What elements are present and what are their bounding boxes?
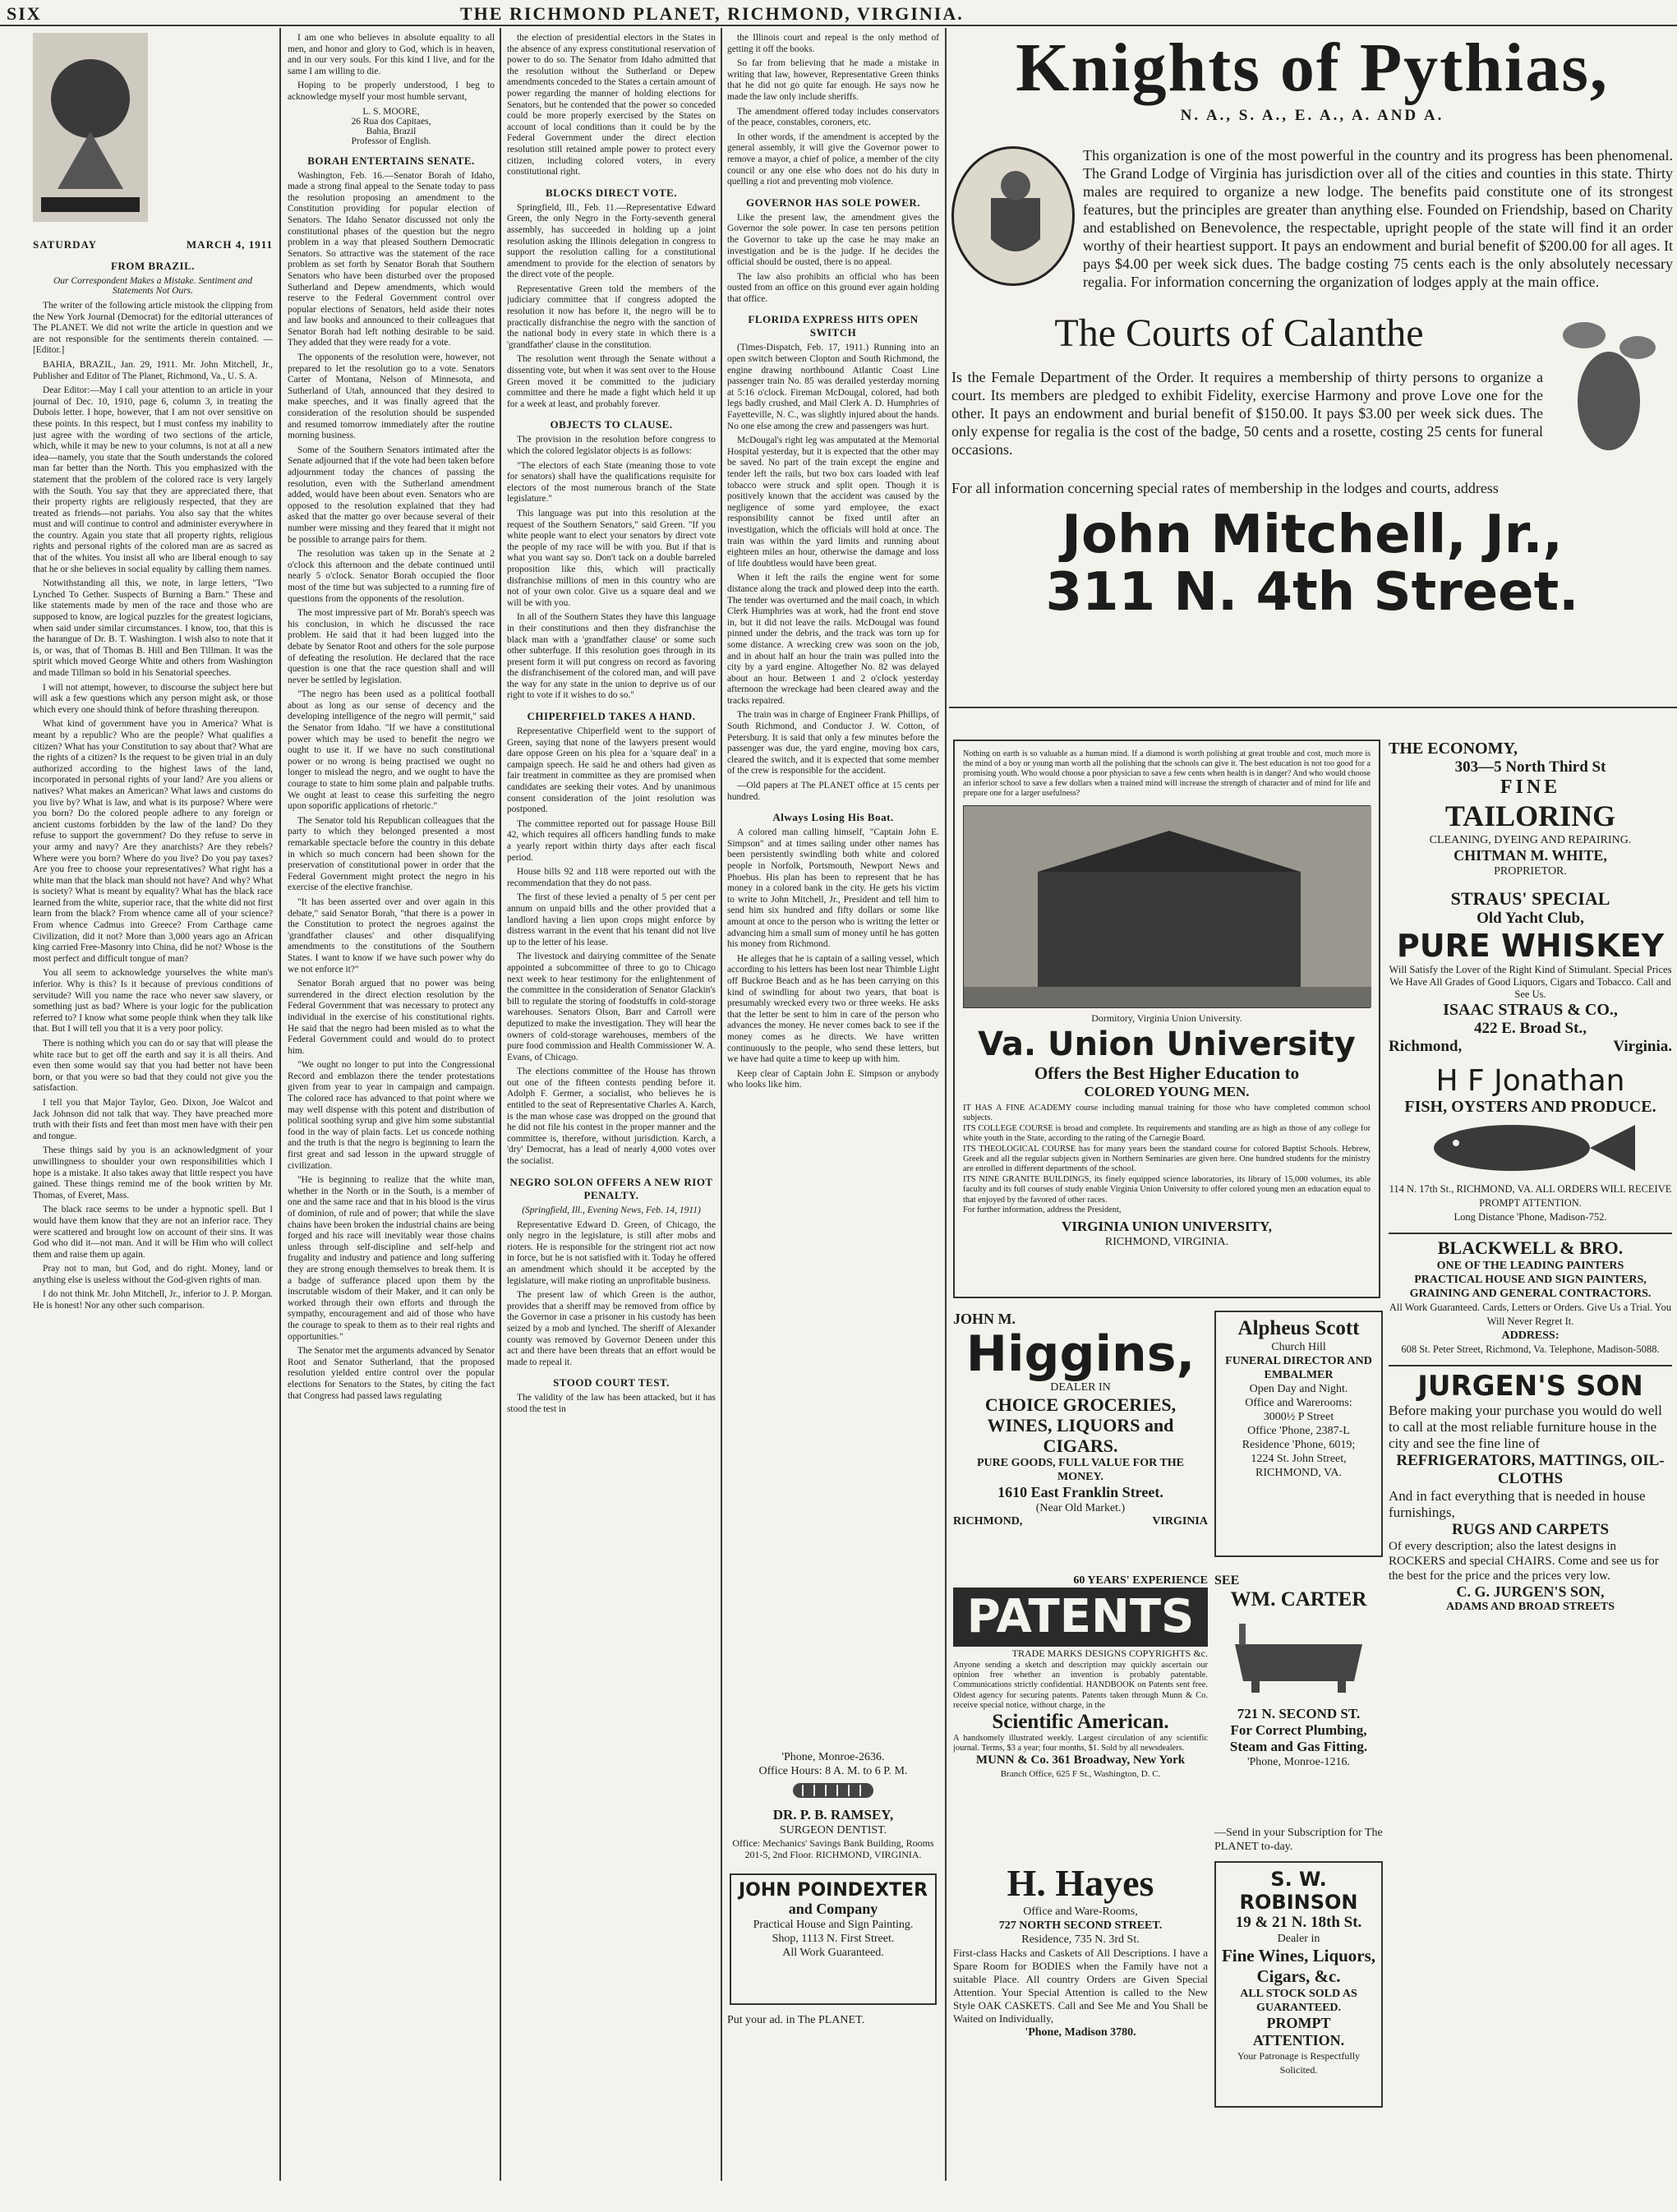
article-paragraph: He alleges that he is captain of a sailing vessel, which according to his letters has been lost near Thimble Light off Buckroe Beach and as he has been carrying on this kind of swindling for about two years, that boat is presumably wrecked every two or three weeks. He asks that the letter be sent to him in care of the person who advances the money. He never comes back to see if the money comes as he directs. We have written continuously to the people, who send these letters, but we have had quite a time to keep up with him.	[727, 953, 939, 1065]
higgins-dealer: DEALER IN	[1050, 1381, 1111, 1394]
straus-whiskey: PURE WHISKEY	[1396, 928, 1665, 964]
patents-ad	[953, 1574, 1208, 1853]
poindexter-guarantee: All Work Guaranteed.	[782, 1947, 884, 1959]
ramsey-address: Office: Mechanics' Savings Bank Building, Rooms 201-5, 2nd Floor. RICHMOND, VIRGINIA.	[732, 1837, 934, 1860]
article-paragraph: So far from believing that he made a mistake in writing that law, however, Representative Green thinks that he did not go quite far enough. He says now he made the law only include sheriffs.	[727, 58, 939, 102]
vu-title: Va. Union University	[978, 1025, 1356, 1063]
economy-title: THE ECONOMY,	[1389, 740, 1518, 758]
hayes-address: 727 NORTH SECOND STREET.	[998, 1919, 1163, 1932]
poindexter-body: Practical House and Sign Painting.	[753, 1919, 914, 1931]
scott-phone-1: Office 'Phone, 2387-L	[1247, 1425, 1350, 1437]
poindexter-name: JOHN POINDEXTER	[738, 1880, 928, 1901]
article-paragraph: the election of presidential electors in the States in the absence of any express constitutional reservation of power to do so. The Senator from Idaho admitted that the resolution without the Sutherland or Depew amendments conceded to the States a certain amount of power regarding the manner of holding elections for Senators, but he contended that the power so conceded could be more properly exercised by the States on account of local conditions than it could be by the Federal Government under the direct election resolution still retained ample power to protect every citizen, including colored voters, in every constitutional right.	[507, 33, 716, 177]
economy-services: CLEANING, DYEING AND REPAIRING.	[1429, 834, 1632, 846]
robinson-ad	[1214, 1861, 1383, 2108]
jurgen-title: JURGEN'S SON	[1389, 1365, 1672, 1403]
article-paragraph: Representative Green told the members of the judiciary committee that if congress adopted the resolution it now has before it, the negro will be to practically disfranchise the negro with the sanction of the national body in every state in which there is a 'grandfather' clause in the constitution.	[507, 283, 716, 350]
article-paragraph: Pray not to man, but God, and do right. Money, land or anything else is useless without the God-given rights of man.	[33, 1264, 273, 1285]
kop-body: This organization is one of the most powerful in the country and its progress has been phenomenal. The Grand Lodge of Virginia has jurisdiction over all of the cities and counties in this state. Thirty males are required to organize a new lodge. The benefits paid constitute one of its strongest features, but the principles are greater than anything else. Founded on Friendship, based on Charity and established on Benevolence, the respectable, upright people of the state will find it an order worthy of their heartiest support. It pays an endowment and burial benefit of $200.00 for all ages. It pays $4.00 per week sick dues. The badge costing 75 cents each is the only absolutely necessary regalia. For information concerning the organization of lodges apply at the main office.	[1083, 147, 1673, 290]
calanthe-flower-icon	[1551, 302, 1666, 467]
article-paragraph: House bills 92 and 118 were reported out with the recommendation that they do not pass.	[507, 867, 716, 888]
jonathan-title: H F Jonathan	[1435, 1064, 1625, 1098]
vu-items	[963, 1104, 1371, 1215]
scott-location: Church Hill	[1271, 1341, 1326, 1353]
robinson-goods: Fine Wines, Liquors, Cigars, &c.	[1221, 1946, 1376, 1986]
article-paragraph: When it left the rails the engine went for some distance along the track and plowed deep into the earth. The tender was overturned and the mail coach, in which Clerk Humphries was at work, had the front end stove in, but it did not leave the rails. McDougal was found pinned under the debris, and the track was torn up for some distance. A wrecking crew was soon on the job, and in about half an hour the train was pulled into the city by a yard engine. Altogether No. 82 was delayed about an hour. Between 1 and 2 o'clock yesterday afternoon the wreckage had been cleared away and the tracks repaired.	[727, 573, 939, 706]
straus-address: 422 E. Broad St.,	[1474, 1020, 1587, 1037]
calanthe-footer: For all information concerning special rates of membership in the lodges and courts, address	[951, 480, 1499, 496]
kop-subtitle: N. A., S. A., E. A., A. AND A.	[1180, 107, 1444, 124]
article-paragraph: The law also prohibits an official who has been ousted from an office on this ground ever again holding that office.	[727, 271, 939, 304]
article-paragraph: The Senator told his Republican colleagues that the party to which they belonged presented a most remarkable spectacle before the country in this debate in which so much concern had been shown for the preservation of constitutional power in order that the Federal Government might protect the negro in his exercise of the elective franchise.	[288, 815, 495, 893]
carter-line-1: For Correct Plumbing,	[1230, 1722, 1367, 1738]
column-2	[288, 33, 495, 2177]
carter-name: WM. CARTER	[1230, 1588, 1367, 1611]
straus-title: STRAUS' SPECIAL	[1450, 888, 1610, 909]
jurgen-body-2: And in fact everything that is needed in house furnishings,	[1389, 1488, 1646, 1520]
article-paragraph: Dear Editor:—May I call your attention to an article in your journal of Dec. 10, 1910, page 6, column 3, in treating the Dubois letter. I hope, however, that I am not over sensitive on these points. In this respect, but I must confess my inability to just agree with the wording of two sections of the article, which, while it may be new to your columns, is not at all a new idea—namely, you state that the South understands the colored man far better than the North. This you emphasized with the statement that the problem of the colored race is very largely with the South. You say that they are appreciated there, that their property rights are religiously respected, that they are treated as friends—not pariahs. You also say that the whites must and will continue to control and administer everywhere in the country. Again you state that all property rights, religious rights and personal rights of the colored man are as sacred as that of the whites. You insist all who are liberal enough to say that he or she believes in social equality by calling them names.	[33, 385, 273, 574]
signature-line: L. S. MOORE,	[362, 106, 420, 117]
robinson-address: 19 & 21 N. 18th St.	[1235, 1914, 1362, 1931]
hayes-sub: Office and Ware-Rooms,	[1023, 1906, 1138, 1918]
headline-governor: GOVERNOR HAS SOLE POWER.	[745, 196, 921, 209]
vu-item: IT HAS A FINE ACADEMY course including manual training for those who have completed common school subjects.	[963, 1104, 1371, 1123]
column-rule-2	[500, 28, 501, 2181]
vu-item: For further information, address the President,	[963, 1205, 1122, 1215]
vu-subtitle: Offers the Best Higher Education to	[1034, 1063, 1300, 1083]
poindexter-company: and Company	[788, 1901, 878, 1917]
robinson-name: S. W. ROBINSON	[1239, 1868, 1358, 1914]
article-paragraph: The opponents of the resolution were, however, not prepared to let the resolution go to a vote. Senators Carter of Montana, Nelson of Minnesota, and Sutherland of Utah, announced that they desired to make speeches, and it was finally agreed that the consideration of the resolution should be suspended and resumed tomorrow immediately after the routine morning business.	[288, 353, 495, 441]
article-paragraph: Some of the Southern Senators intimated after the Senate adjourned that if the vote had been taken before adjournment today the chances of passing the resolution, even with the Sutherland amendment added, would have been about even. Senators who are opposed to the resolution explained that they had asked that the matter go over because several of their number were missing and they feared that it might not be possible to arrange pairs for them.	[288, 445, 495, 545]
higgins-state: VIRGINIA	[1152, 1515, 1208, 1528]
higgins-name-1: JOHN M.	[953, 1311, 1016, 1327]
ramsey-title: SURGEON DENTIST.	[779, 1824, 887, 1836]
article-paragraph: The first of these levied a penalty of 5 per cent per annum on unpaid bills and the other provided that a landlord having a lien upon crops might enforce by distress warrant in the event that his tenant did not live up to the letter of his lease.	[507, 892, 716, 947]
headline-negro-solon: NEGRO SOLON OFFERS A NEW RIOT PENALTY.	[509, 1175, 713, 1201]
article-paragraph: "He is beginning to realize that the white man, whether in the North or in the South, is a member of one and the same race and that in his blood is the virus of dominion, of rule and of power; that while the slave chains have been broken the industrial chains are being forged and his race will inevitably wear those chains unless through self-discipline and self-help and frugality and industry and patience and long suffering they are strong enough themselves to break them. It is a badge of sufferance placed upon them by the inscrutable wisdom of their Maker, and it can only be worked through their own efforts and through the sympathy, encouragement and aid of those who have the courage to speak to them as to their real rights and opportunities."	[288, 1175, 495, 1342]
kop-bottom-rule	[949, 707, 1677, 708]
building-icon	[964, 806, 1371, 1007]
straus-city: Richmond,	[1389, 1038, 1463, 1055]
headline-blocks-direct-vote: BLOCKS DIRECT VOTE.	[545, 186, 678, 199]
article-paragraph: "The electors of each State (meaning those to vote for senators) shall have the qualifications requisite for electors of the most numerous branch of the State legislature."	[507, 460, 716, 505]
blackwell-title: BLACKWELL & BRO.	[1389, 1233, 1672, 1259]
scott-residence: Residence 'Phone, 6019;	[1242, 1439, 1356, 1451]
article-paragraph: Senator Borah argued that no power was being surrendered in the direct election resolution by the Federal Government that was necessary to protect any individual in the exercise of his constitutional rights. He said that the negro had been misled as to what the Federal Government could and would do to protect him.	[288, 979, 495, 1056]
subscribe-note: —Send in your Subscription for The PLANET to-day.	[1214, 1827, 1383, 1853]
robinson-dealer: Dealer in	[1277, 1933, 1320, 1945]
article-paragraph: Like the present law, the amendment gives the Governor the sole power. In case ten persons petition the Governor to take up the case he may make an investigation and be is the judge. If he decides the official should be ousted, there is no appeal.	[727, 212, 939, 268]
jurgen-address: ADAMS AND BROAD STREETS	[1446, 1601, 1615, 1613]
article-paragraph: Springfield, Ill., Feb. 11.—Representative Edward Green, the only Negro in the Forty-seventh general assembly, has succeeded in holding up a joint resolution asking the Illinois delegation in congress to support the resolution calling for a constitutional amendment to provide for the election of senators by the direct vote of the people.	[507, 202, 716, 280]
poindexter-shop: Shop, 1113 N. First Street.	[772, 1933, 895, 1945]
carter-address: 721 N. SECOND ST.	[1237, 1706, 1361, 1721]
article-paragraph: the Illinois court and repeal is the only method of getting it off the books.	[727, 33, 939, 54]
economy-proprietor: CHITMAN M. WHITE,	[1454, 847, 1607, 864]
straus-club: Old Yacht Club,	[1477, 910, 1584, 927]
higgins-ad	[953, 1311, 1208, 1565]
planet-emblem-icon	[33, 33, 148, 222]
scott-address-1: 3000½ P Street	[1263, 1411, 1334, 1423]
straus-city-line	[1389, 1038, 1672, 1056]
hayes-residence: Residence, 735 N. 3rd St.	[1021, 1933, 1140, 1946]
article-paragraph: The Senator met the arguments advanced by Senator Root and Senator Sutherland, that the proposed resolution yielded entire control over the popular elections for Senators to the States, by citing the fact that Congress had passed laws regulating	[288, 1346, 495, 1401]
robinson-prompt: PROMPT ATTENTION.	[1252, 2015, 1345, 2048]
scott-city: RICHMOND, VA.	[1255, 1467, 1342, 1479]
old-papers-notice: —Old papers at The PLANET office at 15 cents per hundred.	[727, 781, 939, 802]
article-paragraph: "The negro has been used as a political football about as long as our sense of decency and the developing intelligence of the negro will permit," said the Senator from Idaho. "If we have a constitutional power which may be used to benefit the negro we ought to use it. If we have no such constitutional power or no wrong is being practised we ought no longer to mislead the negro, and we ought to have the courage to state to him some plain and palpable truths. We ought at least to cease this surfeiting the negro upon soporific applications of rhetoric."	[288, 689, 495, 812]
article-paragraph: The resolution went through the Senate without a dissenting vote, but when it was sent over to the House Green moved it be committed to the judiciary committee and there he made a fight which held it up for a week at least, and probably forever.	[507, 354, 716, 409]
vu-item: ITS NINE GRANITE BUILDINGS, its finely equipped science laboratories, its library of 15,000 volumes, its able faculty and its full courses of study enable Virginia Union University to offer colored young men an education equal to that enjoyed by the favored of other races.	[963, 1174, 1371, 1205]
article-paragraph: Representative Edward D. Green, of Chicago, the only negro in the legislature, is still after mobs and rioters. He is responsible for the stringent riot act now in force, but he is not satisfied with it. Today he offered an amendment which should it be accepted by the legislature, will make rioting an unprofitable business.	[507, 1219, 716, 1286]
robinson-guarantee: ALL STOCK SOLD AS GUARANTEED.	[1240, 1988, 1357, 2014]
headline-florida-express: FLORIDA EXPRESS HITS OPEN SWITCH	[748, 313, 919, 339]
poindexter-ad	[730, 1873, 937, 2005]
article-paragraph: There is nothing which you can do or say that will please the white race but to get off the earth and say it is all theirs. And even then some would say that you had better not have been born, or that you were so bad that they could not give you the satisfaction.	[33, 1039, 273, 1094]
vu-footer: VIRGINIA UNION UNIVERSITY,	[1062, 1219, 1272, 1235]
headline-from-brazil: FROM BRAZIL.	[110, 260, 196, 272]
calanthe-title: The Courts of Calanthe	[1054, 311, 1424, 355]
article-paragraph: I will not attempt, however, to discourse the subject here but will ask a few questions which any person might ask, or those which every one should think of before thrashing thereupon.	[33, 682, 273, 715]
patents-years: 60 YEARS' EXPERIENCE	[1073, 1574, 1208, 1587]
article-paragraph: The elections committee of the House has thrown out one of the fifteen contests pending before it. Adolph F. Germer, a socialist, who believes he is entitled to the seat of Representative Charles A. Karch, is the man whose case was dropped on the ground that he did not file his contest in the proper manner and the committee is, therefore, without jurisdiction. Karch, a 'dry' Democrat, has a lead of nearly 4,000 votes over the socialist.	[507, 1067, 716, 1167]
article-paragraph: The resolution was taken up in the Senate at 2 o'clock this afternoon and the debate continued until nearly 5 o'clock. Senator Borah occupied the floor most of the time but was subjected to a running fire of questions from the opponents of the resolution.	[288, 549, 495, 604]
mitchell-address: 311 N. 4th Street.	[1045, 565, 1579, 620]
dateline-date: MARCH 4, 1911	[186, 238, 273, 251]
article-paragraph: The livestock and dairying committee of the Senate appointed a subcommittee of three to go to Chicago next week to hear testimony for the enlightenment of the committee in the consideration of Senator Glackin's bill to regulate the storing of foodstuffs in cold-storage warehouses. Senators Olson, Barr and Carroll were deputized to make the investigation. They will hear the owners of cold-storage warehouses, members of the pure food commission and Health Commissioner W. A. Evans, of Chicago.	[507, 952, 716, 1062]
headline-objects-to-clause: OBJECTS TO CLAUSE.	[550, 418, 673, 431]
jurgen-firm: C. G. JURGEN'S SON,	[1456, 1583, 1605, 1600]
carter-phone: 'Phone, Monroe-1216.	[1246, 1756, 1350, 1768]
headline-stood-court-test: STOOD COURT TEST.	[553, 1376, 670, 1389]
masthead	[0, 3, 1677, 25]
article-paragraph: "It has been asserted over and over again in this debate," said Senator Borah, "that there is a power in the Constitution to protect the negroes against the 'grandfather clauses' and other disqualifying amendments to the constitutions of the Southern States. I want to know if we have such power why do we not enforce it?"	[288, 896, 495, 975]
vu-subtitle-2: COLORED YOUNG MEN.	[1084, 1084, 1250, 1099]
article-paragraph: The writer of the following article mistook the clipping from the New York Journal (Democrat) for the editorial utterances of The PLANET. We did not write the article in question and we are not responsible for the sentiments therein contained. —[Editor.]	[33, 301, 273, 356]
article-paragraph: The validity of the law has been attacked, but it has stood the test in	[507, 1393, 716, 1414]
robinson-patronage: Your Patronage is Respectfully Solicited.	[1237, 2050, 1361, 2076]
flower-bouquet-icon	[1551, 302, 1666, 467]
scott-ad	[1214, 1311, 1383, 1557]
scott-title: Alpheus Scott	[1237, 1317, 1360, 1339]
scott-office: Office and Warerooms:	[1245, 1397, 1352, 1409]
dormitory-photo	[963, 805, 1371, 1008]
kop-emblem-icon	[951, 146, 1075, 286]
fish-icon	[1389, 1117, 1672, 1178]
article-paragraph: A colored man calling himself, "Captain John E. Simpson" and at times sailing under other names has been persistently swindling both white and colored people in Norfolk, Portsmouth, Newport News and Phoebus. His plan has been to represent that he has money in a colored bank in the city. He gets his victim to write to John Mitchell, Jr., President and tell him to send him six hundred and fifty dollars or some like amount at once to the person who is writing the letter or advancing him a small sum of money until he has gotten his money from Richmond.	[727, 827, 939, 950]
article-paragraph: Representative Chiperfield went to the support of Green, saying that none of the lawyers present would dare oppose Green on his plea for a 'square deal' in a campaign speech. He said he and others had given as fair treatment in committee as they are promised when candidates are seeking their votes. And by unanimous consent consideration of the joint resolution was postponed.	[507, 726, 716, 815]
column-3	[507, 33, 716, 2177]
ramsey-ad	[727, 1750, 939, 1865]
page-label: SIX	[7, 3, 42, 24]
patents-firm: MUNN & Co. 361 Broadway, New York	[975, 1753, 1186, 1767]
subhead-negro-solon: (Springfield, Ill., Evening News, Feb. 14, 1911)	[522, 1205, 701, 1215]
patents-marks: TRADE MARKS DESIGNS COPYRIGHTS &c.	[1011, 1647, 1208, 1659]
column-rule-4	[945, 28, 947, 2181]
paper-name: THE RICHMOND PLANET, RICHMOND, VIRGINIA.	[460, 3, 964, 24]
subhead-from-brazil: Our Correspondent Makes a Mistake. Sentiment and Statements Not Ours.	[53, 276, 252, 296]
kop-title: Knights of Pythias,	[1016, 31, 1609, 106]
article-paragraph: BAHIA, BRAZIL, Jan. 29, 1911. Mr. John Mitchell, Jr., Publisher and Editor of The Planet, Richmond, Va., U. S. A.	[33, 359, 273, 381]
article-paragraph: The provision in the resolution before congress to which the colored legislator objects is as follows:	[507, 435, 716, 456]
hayes-ad	[953, 1861, 1208, 2177]
straus-body: Will Satisfy the Lover of the Right Kind of Stimulant. Special Prices We Have All Grades of Good Liquors, Cigars and Tobacco. Call and See Us.	[1389, 964, 1672, 1000]
article-paragraph: The black race seems to be under a hypnotic spell. But I would have them know that they are not an inferior race. They were scattered and brought low on account of their sins. It was God who did it—not man. And it will be Him who will collect them and raise them up again.	[33, 1205, 273, 1260]
article-paragraph: You all seem to acknowledge yourselves the white man's inferior. Why is this? Is it because of previous conditions of servitude? Will you name the race who never saw slavery, or something just as bad? Where is your logic for the publication referred to? I know what some people think when they talk like that. But I will tell you that it is a very poor policy.	[33, 968, 273, 1035]
dateline	[33, 238, 273, 251]
jurgen-rugs: RUGS AND CARPETS	[1451, 1521, 1610, 1538]
ramsey-phone: 'Phone, Monroe-2636.	[781, 1751, 885, 1763]
va-union-ad	[953, 740, 1380, 1298]
vu-item: ITS THEOLOGICAL COURSE has for many years been the standard course for colored Baptist Schools. Hebrew, Greek and all the regular subjects given in Northern Seminaries are given here. One hundred students for the ministry are enrolled in different departments of the school.	[963, 1144, 1371, 1174]
headline-borah: BORAH ENTERTAINS SENATE.	[307, 154, 475, 167]
jonathan-line: FISH, OYSTERS AND PRODUCE.	[1404, 1098, 1656, 1116]
signature-line: Bahia, Brazil	[366, 126, 417, 136]
dentures-icon	[727, 1778, 939, 1803]
patents-branch: Branch Office, 625 F St., Washington, D. C.	[1000, 1769, 1161, 1780]
jurgen-items: REFRIGERATORS, MATTINGS, OIL-CLOTHS	[1396, 1452, 1665, 1487]
economy-address: 303—5 North Third St	[1454, 758, 1606, 776]
carter-line-2: Steam and Gas Fitting.	[1229, 1739, 1368, 1754]
masthead-rule	[0, 25, 1677, 26]
signature-line: 26 Rua dos Capitaes,	[351, 116, 431, 127]
article-paragraph: These things said by you is an acknowledgment of your unwillingness to shoulder your own responsibilities which I hope is a mistake. It also takes away that little respect you have gained. These things remind me of the book written by Mr. Thomas, of Everet, Mass.	[33, 1145, 273, 1200]
column-1	[33, 238, 273, 2177]
article-paragraph: I am one who believes in absolute equality to all men, and honor and glory to God, which is in heaven, and in our very souls. For this kind I live, and for the same I am willing to die.	[288, 33, 495, 76]
article-paragraph: I tell you that Major Taylor, Geo. Dixon, Joe Walcot and Jack Johnson did not talk that way. They have preached more truth with their fists and feet than most men have with their pen and tongue.	[33, 1097, 273, 1141]
ramsey-name: DR. P. B. RAMSEY,	[772, 1807, 894, 1823]
higgins-city-line	[953, 1515, 1208, 1528]
article-paragraph: Notwithstanding all this, we note, in large letters, "Two Lynched To Gether. Suspects of Burning a Barn." These and like statements made by men of the race and those who are supposed to know, are logical puzzles for the greatest logicians, when said under similar circumstances. I know, too, that this is the harangue of Dr. B. T. Washington. I wish also to note that it is, or was, that of Thomas B. Hill and Ben Tillman. It was the spirit which moved George White and others from Washington and made Tillman so bold in his Senatorial speeches.	[33, 578, 273, 678]
straus-firm: ISAAC STRAUS & CO.,	[1443, 1001, 1618, 1019]
economy-tailoring: TAILORING	[1444, 800, 1616, 832]
vu-item: ITS COLLEGE COURSE is broad and complete. Its requirements and standing are as high as those of any college for white youth in the State, according to the rating of the Carnegie Board.	[963, 1123, 1371, 1144]
signature	[288, 107, 495, 146]
scott-address-2: 1224 St. John Street,	[1251, 1453, 1347, 1465]
jurgen-body-3: Of every description; also the latest designs in ROCKERS and special CHAIRS. Come and see us for the best for the price and the prices very low.	[1389, 1540, 1659, 1583]
bathtub-icon	[1214, 1611, 1383, 1702]
article-paragraph: I do not think Mr. John Mitchell, Jr., inferior to J. P. Morgan. He is honest! Nor any other such comparison.	[33, 1289, 273, 1311]
blackwell-body-2: All Work Guaranteed. Cards, Letters or Orders. Give Us a Trial. You Will Never Regret It.	[1389, 1302, 1672, 1327]
patents-journal: Scientific American.	[992, 1711, 1169, 1734]
article-paragraph: Keep clear of Captain John E. Simpson or anybody who looks like him.	[727, 1068, 939, 1090]
higgins-address: 1610 East Franklin Street.	[997, 1484, 1163, 1500]
patents-body: Anyone sending a sketch and description may quickly ascertain our opinion free whether an invention is probably patentable. Communications strictly confidential. HANDBOOK on Patents sent free. Oldest agency for securing patents. Patents taken through Munn & Co. receive special notice, without charge, in the	[953, 1661, 1208, 1710]
flag-illustration	[33, 33, 148, 222]
article-paragraph: In other words, if the amendment is accepted by the general assembly, it will give the Governor power to remove a mayor, a chief of police, a member of the city council or any one else who does not do his duty in quelling a riot and preventing mob violence.	[727, 131, 939, 187]
carter-ad	[1214, 1574, 1383, 1820]
article-paragraph: The train was in charge of Engineer Frank Phillips, of South Richmond, and Conductor J. W. Cotton, of Petersburg. It is said that only a few minutes before the passenger was due, the yard engine, moving box cars, cleared the switch, and it is expected that some member of the crew is responsible for the accident.	[727, 710, 939, 777]
higgins-name-2: Higgins,	[965, 1325, 1196, 1383]
higgins-goods: CHOICE GROCERIES, WINES, LIQUORS and CIGARS.	[984, 1394, 1177, 1456]
article-paragraph: What kind of government have you in America? What is meant by a republic? Who are the people? What qualifies a citizen? What has your Constitution to say about that? What are the rights of a citizen? Is the request to be given trial in an duly authorized according to the highest laws of the land, incorporated in personal rights of your land? Are you aliens or natives? What makes an American? What laws and customs do you live by? What is law, and what is its purpose? Where were you born? Do the colored people adhere to any foreign or ancient customs forbidden by the law of the land? Do they refuse to support the government? Do they refuse to serve in your army and navy? Are they anarchists? Are they rebels? Where were you born? Where do you live? Do you pay taxes? Are you free to choose your representatives? What right has a white man that the black man should not have? And why? What is society? What is meant by equality? What has the black race learned from the white, superior race, that the white did not first learn from the black? From whence came all of your science? From whence Cadmus into Greece? From Carthage came Civilization, did it not? More than 3,000 years ago an African king carried Free-Masonry into China, did he not? Whose is the most perfect and difficult tongue of man?	[33, 719, 273, 964]
article-paragraph: (Times-Dispatch, Feb. 17, 1911.) Running into an open switch between Clopton and South Richmond, the engine drawing northbound Atlantic Coast Line passenger train No. 85 was derailed yesterday morning at 5:16 o'clock. Fireman McDougal, colored, had both legs badly crushed, and Mail Clerk A. D. Humphries of Fayetteville, N. C., was slightly injured about the hands. No one else among the crew and passengers was hurt.	[727, 343, 939, 431]
signature-line: Professor of English.	[351, 136, 431, 146]
higgins-near: (Near Old Market.)	[1035, 1502, 1126, 1514]
vu-caption: Dormitory, Virginia Union University.	[1091, 1012, 1242, 1024]
hayes-body: First-class Hacks and Caskets of All Descriptions. I have a Spare Room for BODIES when the Family have not a suitable Place. All country Orders are Given Special Attention. Your Special Attention is called to the New Style OAK CASKETS. Call and See Me and You Shall be Waited on Individually,	[953, 1947, 1208, 2025]
article-paragraph: The committee reported out for passage House Bill 42, which requires all officers handling funds to make a yearly report within thirty days after each fiscal period.	[507, 818, 716, 863]
article-paragraph: Washington, Feb. 16.—Senator Borah of Idaho, made a strong final appeal to the Senate today to pass the resolution proposing an amendment to the Constitution providing for popular election of Senators. The Idaho Senator discussed not only the constitutional phases of the question but the negro problem in a way that pleased Southern Democratic Senators. So attractive was the statement of the race problem as set forth by Senator Borah that Southern Senators who have been disturbed over the proposed Sutherland and Depew amendments, which would reserve to the Federal Government control over popular elections of Senators, held aside their notes and law books and announced to their colleagues that Senator Borah had left nothing desirable to be said. They added that they were ready for a vote.	[288, 170, 495, 348]
column-rule-1	[279, 28, 281, 2181]
article-paragraph: McDougal's right leg was amputated at the Memorial Hospital yesterday, but it is expected that the other may be saved. No part of the train except the engine and tender left the rails, but two box cars loaded with leaf tobacco were struck and split open. Though it is positively known that the accident was caused by the negligence of some yard employee, the exact responsibility cannot be fixed until after an investigation, which the officials will hold at once. The train was within the yard limits and running about eighteen miles an hour, otherwise the damage and loss of life doubtless would have been great.	[727, 435, 939, 569]
dateline-day: SATURDAY	[33, 238, 98, 251]
article-paragraph: "We ought no longer to put into the Congressional Record and emblazon there the tender protestations given from year to year in campaign and campaign. The colored race has advanced to that point where we may well dispense with this potent and distribution of political soothing syrup and give him some substantial food in the way of plain facts. Let us concede nothing and the truth is that the negro is beginning to learn the first great and sad lesson in the upward struggle of civilization.	[288, 1060, 495, 1171]
economy-prop-label: PROPRIETOR.	[1494, 865, 1567, 878]
right-ad-column	[1389, 740, 1672, 2186]
headline-losing-boat: Always Losing His Boat.	[772, 811, 894, 824]
article-paragraph: The present law of which Green is the author, provides that a sheriff may be removed from office by the Governor in case a prisoner in his custody has been seized by a mob and lynched. The sheriff of Alexander county was removed by Governor Deneen under this act and there have been threats that an effort would be made to repeal it.	[507, 1290, 716, 1367]
patents-body-2: A handsomely illustrated weekly. Largest circulation of any scientific journal. Terms, $3 a year; four months, $1. Sold by all newsdealers.	[953, 1734, 1208, 1753]
economy-fine: FINE	[1500, 777, 1561, 798]
carter-see: SEE	[1214, 1574, 1240, 1588]
vu-footer-city: RICHMOND, VIRGINIA.	[1104, 1236, 1229, 1249]
mitchell-name: John Mitchell, Jr.,	[1062, 508, 1563, 562]
higgins-line: PURE GOODS, FULL VALUE FOR THE MONEY.	[976, 1457, 1185, 1483]
blackwell-address-label: ADDRESS:	[1501, 1330, 1560, 1342]
blackwell-address: 608 St. Peter Street, Richmond, Va. Telephone, Madison-5088.	[1401, 1343, 1660, 1355]
blackwell-body: PRACTICAL HOUSE AND SIGN PAINTERS, GRAINING AND GENERAL CONTRACTORS.	[1409, 1274, 1652, 1300]
article-paragraph: This language was put into this resolution at the request of the Southern Senators," said Green. "If you white people want to elect your senators by direct vote the people of my race will be with you. But if that is what you want say so. Don't tack on a double barreled proposition like this, which will practically disfranchise millions of men in this country who are not of your own color. Give us a square deal and we will be with you.	[507, 508, 716, 608]
jonathan-phone: Long Distance 'Phone, Madison-752.	[1454, 1211, 1607, 1223]
vu-intro: Nothing on earth is so valuable as a human mind. If a diamond is worth polishing at great trouble and cost, much more is the mind of a boy or young man worth all the polishing that the schools can give it. The best education is not too good for a promising youth. Who would choose a poor physician to save a few cents when health is in danger? And who would choose an inferior school to save a few dollars when a trained mind will increase the strength of character and of mind for life and prepare one for a larger usefulness?	[963, 749, 1371, 798]
jonathan-address: 114 N. 17th St., RICHMOND, VA. ALL ORDERS WILL RECEIVE PROMPT ATTENTION.	[1389, 1183, 1672, 1209]
jurgen-body-1: Before making your purchase you would do well to call at the most reliable furniture house in the city and see the fine line of	[1389, 1403, 1662, 1451]
blackwell-sub: ONE OF THE LEADING PAINTERS	[1436, 1260, 1624, 1272]
article-paragraph: The most impressive part of Mr. Borah's speech was his conclusion, in which he discussed the race problem. He said that it had been lugged into the debate by Senator Root and others for the sole purpose of defeating the resolution. He declared that the race question is one that the race question shall and will never be settled by legislation.	[288, 608, 495, 685]
knights-of-pythias-ad	[951, 31, 1673, 853]
higgins-city: RICHMOND,	[953, 1515, 1023, 1528]
straus-state: Virginia.	[1613, 1038, 1672, 1055]
article-paragraph: The amendment offered today includes conservators of the peace, constables, coroners, etc.	[727, 106, 939, 128]
article-paragraph: In all of the Southern States they have this language in their constitutions and then they disfranchise the black man with a 'grandfather clause' or some such other subterfuge. If this resolution goes through in its present form it will put congress on record as favoring the disfranchisement of the colored man, and will pave the way for any state in the union to deprive us of our right to vote if it wishes to do so."	[507, 612, 716, 701]
column-4	[727, 33, 939, 1742]
headline-chiperfield: CHIPERFIELD TAKES A HAND.	[527, 710, 696, 723]
shield-helmet-icon	[954, 149, 1075, 286]
patents-title: PATENTS	[953, 1588, 1208, 1647]
article-paragraph: Hoping to be properly understood, I beg to acknowledge myself your most humble servant,	[288, 81, 495, 102]
scott-trade: FUNERAL DIRECTOR AND EMBALMER	[1225, 1355, 1372, 1381]
hayes-title: H. Hayes	[1007, 1862, 1154, 1904]
bottom-note: Put your ad. in The PLANET.	[727, 2014, 865, 2026]
hayes-phone: 'Phone, Madison 3780.	[1025, 2026, 1136, 2039]
calanthe-body: Is the Female Department of the Order. It requires a membership of thirty persons to organize a court. Its members are pledged to exhibit Fidelity, exercise Harmony and prove Love one for the other. It pays an endowment and burial benefit of $150.00. It pays $3.00 per week sick dues. The only expense for regalia is the cost of the badge, 50 cents and a rosette, costing 25 cents for funeral occasions.	[951, 369, 1543, 458]
column-rule-3	[721, 28, 722, 2181]
ramsey-hours: Office Hours: 8 A. M. to 6 P. M.	[758, 1765, 908, 1777]
scott-hours: Open Day and Night.	[1249, 1383, 1348, 1395]
